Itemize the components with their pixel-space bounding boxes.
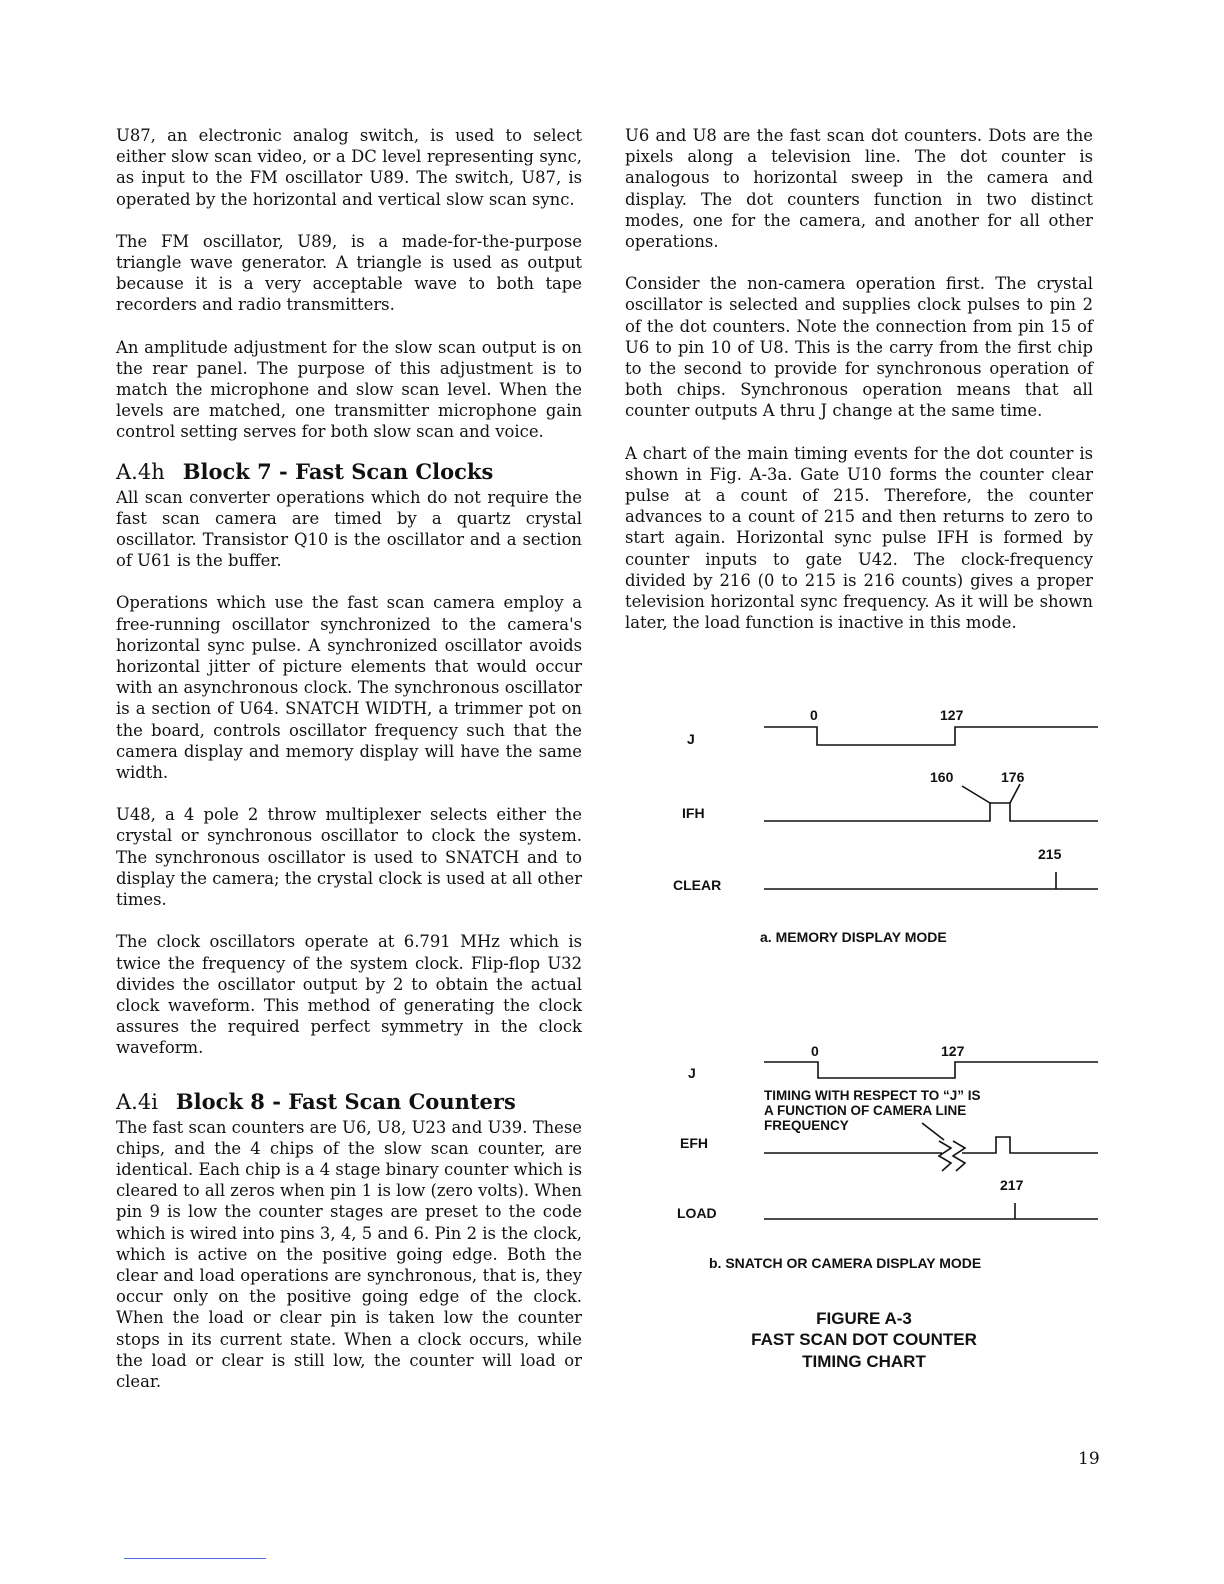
paragraph: U87, an electronic analog switch, is used to select either slow scan video, or a DC level representing sync, as input to the FM oscillator U89. The switch, U87, is operated by the horizontal and vertical slow scan sync. [116,126,582,209]
waveform-efh [962,1137,1098,1153]
paragraph: A chart of the main timing events for the dot counter is shown in Fig. A-3a. Gate U10 forms the counter clear pulse at a count of 215. Therefore, the counter advances to a count of 215 and then returns to zero to start again. Horizontal sync pulse IFH is formed by counter inputs to gate U42. The clock-frequency divided by 216 (0 to 215 is 216 counts) gives a proper television horizontal sync frequency. As it will be shown later, the load function is inactive in this mode. [625,443,1093,633]
section-title: Block 8 - Fast Scan Counters [175,1088,516,1114]
figure-title: TIMING CHART [802,1352,926,1371]
section-heading-block-8 [116,1087,582,1117]
caption-b: b. SNATCH OR CAMERA DISPLAY MODE [709,1255,982,1271]
footer-divider [124,1558,266,1559]
paragraph: The FM oscillator, U89, is a made-for-the-purpose triangle wave generator. A triangle is used as output because it is a very acceptable wave to both tape recorders and radio transmitters. [116,231,582,315]
section-title: Block 7 - Fast Scan Clocks [182,458,494,484]
timing-chart-figure [660,700,1110,1390]
pointer-line [962,786,990,803]
timing-note-line: FREQUENCY [764,1118,849,1133]
count-mark-0: 0 [810,707,818,723]
waveform-j [764,1062,1098,1078]
paragraph: Operations which use the fast scan camera employ a free-running oscillator synchronized to the camera's horizontal sync pulse. A synchronized oscillator avoids horizontal jitter of picture elements that would occur with an asynchronous clock. The synchronous oscillator is a section of U64. SNATCH WIDTH, a trimmer pot on the board, controls oscillator frequency such that the camera display and memory display will have the same width. [116,593,582,783]
figure-title: FIGURE A-3 [816,1309,912,1328]
signal-label-j: J [687,731,695,747]
break-mark [953,1141,965,1171]
count-mark-215: 215 [1038,846,1062,862]
paragraph: All scan converter operations which do not require the fast scan camera are timed by a quartz crystal oscillator. Transistor Q10 is the oscillator and a section of U61 is the buffer. [116,487,582,571]
count-mark-127: 127 [941,1043,965,1059]
section-number: A.4h [116,459,165,484]
pointer-line [922,1123,944,1140]
count-mark-217: 217 [1000,1177,1024,1193]
paragraph: The clock oscillators operate at 6.791 MHz which is twice the frequency of the system clock. Flip-flop U32 divides the oscillator output by 2 to obtain the actual clock waveform. This method of generating the clock assures the required perfect symmetry in the clock waveform. [116,932,582,1058]
paragraph: The fast scan counters are U6, U8, U23 and U39. These chips, and the 4 chips of the slow scan counter, are identical. Each chip is a 4 stage binary counter which is cleared to all zeros when pin 1 is low (zero volts). When pin 9 is low the counter stages are preset to the code which is wired into pins 3, 4, 5 and 6. Pin 2 is the clock, which is active on the positive going edge. Both the clear and load operations are synchronous, that is, they occur only on the positive going edge of the clock. When the load or clear pin is taken low the counter stops in its current state. When a clock occurs, while the load or clear is still low, the counter will load or clear. [116,1117,582,1391]
count-mark-160: 160 [930,769,954,785]
left-column [116,125,582,1392]
paragraph: U6 and U8 are the fast scan dot counters. Dots are the pixels along a television line. The dot counter is analogous to horizontal sweep in the camera and display. The dot counters function in two distinct modes, one for the camera, and another for all other operations. [625,126,1093,252]
pointer-line [1010,784,1020,803]
figure-title: FAST SCAN DOT COUNTER [751,1330,977,1349]
signal-label-j: J [688,1065,696,1081]
count-mark-176: 176 [1001,769,1025,785]
page-number: 19 [1078,1449,1100,1469]
count-mark-127: 127 [940,707,964,723]
waveform-ifh [764,803,1098,821]
paragraph: An amplitude adjustment for the slow scan output is on the rear panel. The purpose of this adjustment is to match the microphone and slow scan level. When the levels are matched, one transmitter microphone gain control setting serves for both slow scan and voice. [116,337,582,442]
signal-label-efh: EFH [680,1135,708,1151]
paragraph: Consider the non-camera operation first. The crystal oscillator is selected and supplies clock pulses to pin 2 of the dot counters. Note the connection from pin 15 of U6 to pin 10 of U8. This is the carry from the first chip to the second to provide for synchronous operation of both chips. Synchronous operation means that all counter outputs A thru J change at the same time. [625,274,1093,421]
section-number: A.4i [116,1089,158,1114]
signal-label-clear: CLEAR [673,877,722,893]
break-mark [939,1141,951,1171]
signal-label-load: LOAD [677,1205,717,1221]
waveform-j [764,727,1098,745]
timing-note-line: TIMING WITH RESPECT TO “J” IS [764,1088,981,1103]
count-mark-0: 0 [811,1043,819,1059]
section-heading-block-7 [116,457,582,487]
paragraph: U48, a 4 pole 2 throw multiplexer selects either the crystal or synchronous oscillator to clock the system. The synchronous oscillator is used to SNATCH and to display the camera; the crystal clock is used at all other times. [116,805,582,910]
caption-a: a. MEMORY DISPLAY MODE [760,929,947,945]
right-column [625,125,1093,633]
signal-label-ifh: IFH [682,805,705,821]
timing-note-line: A FUNCTION OF CAMERA LINE [764,1103,967,1118]
